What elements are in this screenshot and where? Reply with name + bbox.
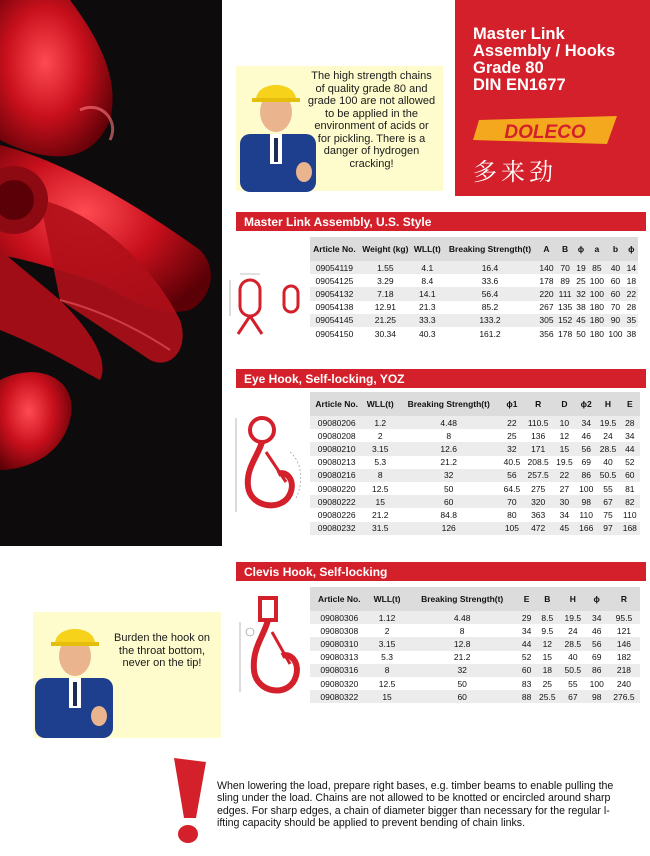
title-line: DIN EN1677 xyxy=(473,76,566,94)
col-header: B xyxy=(535,587,561,611)
table-cell: 25.5 xyxy=(535,690,561,703)
col-header: R xyxy=(608,587,640,611)
table-cell: 8.5 xyxy=(535,611,561,624)
title-line: Grade 80 xyxy=(473,59,544,77)
brand-box xyxy=(455,0,650,196)
col-header: H xyxy=(560,587,586,611)
table-cell: 25 xyxy=(576,275,586,286)
table-cell: 44 xyxy=(620,442,640,455)
table-cell: 55 xyxy=(560,677,586,690)
table-row xyxy=(310,651,640,664)
table-cell: 22 xyxy=(553,469,576,482)
table-cell: 29 xyxy=(519,611,535,624)
table-cell: 38 xyxy=(626,328,637,339)
table-row xyxy=(310,274,638,287)
tip-box-bottom xyxy=(33,612,221,738)
table-cell: 97 xyxy=(596,522,619,535)
table-cell: 180 xyxy=(588,327,607,340)
table-cell: 12.5 xyxy=(369,677,406,690)
table-row xyxy=(310,287,638,300)
col-header: a xyxy=(588,237,607,261)
tip-line: danger of hydrogen xyxy=(323,145,420,157)
table-cell: 09080220 xyxy=(310,482,363,495)
table-cell: 100 xyxy=(606,327,625,340)
table-cell: 16.4 xyxy=(443,261,537,274)
table-cell: 09080208 xyxy=(310,429,363,442)
table-cell: 67 xyxy=(560,690,586,703)
table-cell: 240 xyxy=(608,677,640,690)
table-row xyxy=(310,677,640,690)
table-cell: 472 xyxy=(524,522,553,535)
table-row xyxy=(310,416,640,429)
table-cell: 3.29 xyxy=(359,274,412,287)
table-cell: 126 xyxy=(397,522,500,535)
table-cell: 09080210 xyxy=(310,442,363,455)
table-cell: 14.1 xyxy=(412,287,443,300)
table-cell: 86 xyxy=(586,664,608,677)
table-cell: 19 xyxy=(576,262,586,273)
tip-line: of quality grade 80 and xyxy=(315,82,428,95)
table-cell: 45 xyxy=(553,522,576,535)
table-cell: 83 xyxy=(519,677,535,690)
table-cell: 81 xyxy=(620,482,640,495)
table-cell: 09080213 xyxy=(310,456,363,469)
table-cell: 21.2 xyxy=(406,651,519,664)
hero-hook-photo xyxy=(0,0,222,546)
table-cell: 136 xyxy=(524,429,553,442)
table-cell: 15 xyxy=(363,495,397,508)
table-master-link xyxy=(310,237,638,340)
tip-line: The high strength chains xyxy=(311,70,432,82)
table-cell: 257.5 xyxy=(524,469,553,482)
table-cell: 09080310 xyxy=(310,637,369,650)
table-cell: 111 xyxy=(556,287,575,300)
table-cell: 09054119 xyxy=(310,261,359,274)
table-row xyxy=(310,624,640,637)
table-cell: 25 xyxy=(535,677,561,690)
tip-line: never on the tip! xyxy=(122,657,202,669)
table-cell: 18 xyxy=(535,664,561,677)
table-row xyxy=(310,495,640,508)
table-cell: 35 xyxy=(626,315,637,326)
table-cell: 09080222 xyxy=(310,495,363,508)
table-cell: 146 xyxy=(608,637,640,650)
table-cell: 19.5 xyxy=(596,416,619,429)
table-cell: 09080313 xyxy=(310,651,369,664)
table-cell: 305 xyxy=(537,314,556,327)
table-cell: 21.3 xyxy=(412,301,443,314)
table-cell: 8 xyxy=(406,624,519,637)
tip-line: to be applied in the xyxy=(325,107,418,120)
table-row xyxy=(310,522,640,535)
table-cell: 356 xyxy=(537,327,556,340)
tip-line: Burden the hook on xyxy=(113,632,211,644)
col-header: Article No. xyxy=(310,237,359,261)
table-cell: 152 xyxy=(556,314,575,327)
table-cell: 14 xyxy=(626,262,637,273)
section-title-clevis-hook: Clevis Hook, Self-locking xyxy=(236,562,646,581)
tip-line: for pickling. There is a xyxy=(317,132,426,145)
table-cell: 60 xyxy=(620,469,640,482)
table-cell: 95.5 xyxy=(608,611,640,624)
table-cell: 178 xyxy=(556,327,575,340)
table-cell: 60 xyxy=(397,495,500,508)
table-cell: 363 xyxy=(524,508,553,521)
table-cell: 33.3 xyxy=(412,314,443,327)
table-cell: 100 xyxy=(586,677,608,690)
table-cell: 28 xyxy=(620,416,640,429)
brand-title xyxy=(473,26,640,94)
warning-line: ifting capacity should be applied to prevent bending of chain links. xyxy=(217,816,526,829)
table-cell: 218 xyxy=(608,664,640,677)
table-row xyxy=(310,690,640,703)
warning-line: sling under the load. Chains are not allowed to be knotted or encircled around sharp xyxy=(217,792,611,805)
table-cell: 33.6 xyxy=(443,274,537,287)
master-link-drawing xyxy=(228,272,310,338)
table-cell: 30 xyxy=(553,495,576,508)
table-cell: 2 xyxy=(369,624,406,637)
table-row xyxy=(310,314,638,327)
col-header: ϕ xyxy=(625,237,638,261)
table-cell: 34 xyxy=(620,429,640,442)
table-clevis-hook xyxy=(310,587,640,703)
chinese-name: 多来劲 xyxy=(473,158,557,186)
table-cell: 12.91 xyxy=(359,301,412,314)
table-cell: 2 xyxy=(363,429,397,442)
table-cell: 38 xyxy=(576,302,586,313)
table-cell: 56 xyxy=(586,637,608,650)
table-cell: 275 xyxy=(524,482,553,495)
col-header: ϕ1 xyxy=(500,392,523,416)
table-cell: 09080322 xyxy=(310,690,369,703)
table-cell: 19.5 xyxy=(553,456,576,469)
table-cell: 15 xyxy=(535,651,561,664)
table-cell: 52 xyxy=(519,651,535,664)
col-header: b xyxy=(606,237,625,261)
table-cell: 9.5 xyxy=(535,624,561,637)
col-header: B xyxy=(556,237,575,261)
col-header: ϕ xyxy=(574,237,587,261)
table-cell: 135 xyxy=(556,301,575,314)
table-cell: 34 xyxy=(553,508,576,521)
table-cell: 50.5 xyxy=(596,469,619,482)
table-cell: 267 xyxy=(537,301,556,314)
table-cell: 30.34 xyxy=(359,327,412,340)
warning-line: When lowering the load, prepare right bases, e.g. timber beams to enable pulling the xyxy=(217,780,614,792)
table-cell: 24 xyxy=(560,624,586,637)
table-cell: 7.18 xyxy=(359,287,412,300)
col-header: Weight (kg) xyxy=(359,237,412,261)
table-cell: 4.48 xyxy=(397,416,500,429)
table-cell: 3.15 xyxy=(369,637,406,650)
title-line: Assembly / Hooks xyxy=(473,42,616,60)
tip-line: grade 100 are not allowed xyxy=(307,95,436,107)
table-cell: 8 xyxy=(369,664,406,677)
table-cell: 140 xyxy=(537,261,556,274)
table-cell: 105 xyxy=(500,522,523,535)
table-cell: 50 xyxy=(576,328,586,339)
table-cell: 220 xyxy=(537,287,556,300)
table-cell: 69 xyxy=(576,456,596,469)
col-header: Article No. xyxy=(310,587,369,611)
table-cell: 52 xyxy=(620,456,640,469)
table-cell: 46 xyxy=(576,429,596,442)
table-cell: 32 xyxy=(397,469,500,482)
table-cell: 161.2 xyxy=(443,327,537,340)
col-header: WLL(t) xyxy=(412,237,443,261)
table-cell: 60 xyxy=(406,690,519,703)
table-cell: 67 xyxy=(596,495,619,508)
col-header: Breaking Strength(t) xyxy=(397,392,500,416)
table-cell: 70 xyxy=(500,495,523,508)
table-cell: 75 xyxy=(596,508,619,521)
table-row xyxy=(310,508,640,521)
col-header: H xyxy=(596,392,619,416)
table-cell: 1.12 xyxy=(369,611,406,624)
table-cell: 09080306 xyxy=(310,611,369,624)
table-cell: 100 xyxy=(576,482,596,495)
table-cell: 5.3 xyxy=(363,456,397,469)
table-cell: 09080316 xyxy=(310,664,369,677)
table-cell: 89 xyxy=(556,274,575,287)
table-cell: 60 xyxy=(606,274,625,287)
table-cell: 25 xyxy=(500,429,523,442)
table-cell: 28.5 xyxy=(560,637,586,650)
table-cell: 90 xyxy=(606,314,625,327)
table-cell: 40 xyxy=(560,651,586,664)
table-cell: 320 xyxy=(524,495,553,508)
table-cell: 45 xyxy=(576,315,586,326)
table-cell: 69 xyxy=(586,651,608,664)
table-cell: 8.4 xyxy=(412,274,443,287)
table-cell: 34 xyxy=(576,416,596,429)
table-cell: 18 xyxy=(626,275,637,286)
table-cell: 34 xyxy=(519,624,535,637)
table-cell: 32 xyxy=(500,442,523,455)
table-row xyxy=(310,301,638,314)
table-cell: 46 xyxy=(586,624,608,637)
table-cell: 09080216 xyxy=(310,469,363,482)
table-cell: 178 xyxy=(537,274,556,287)
col-header: WLL(t) xyxy=(369,587,406,611)
table-cell: 110.5 xyxy=(524,416,553,429)
table-cell: 09080206 xyxy=(310,416,363,429)
table-cell: 34 xyxy=(586,611,608,624)
table-row xyxy=(310,482,640,495)
table-cell: 98 xyxy=(586,690,608,703)
table-cell: 55 xyxy=(596,482,619,495)
table-cell: 09080320 xyxy=(310,677,369,690)
warning-text xyxy=(217,780,645,829)
table-cell: 19.5 xyxy=(560,611,586,624)
table-cell: 8 xyxy=(397,429,500,442)
table-cell: 4.1 xyxy=(412,261,443,274)
table-cell: 3.15 xyxy=(363,442,397,455)
table-row xyxy=(310,327,638,340)
col-header: D xyxy=(553,392,576,416)
table-cell: 50.5 xyxy=(560,664,586,677)
tip-line: cracking! xyxy=(349,157,394,170)
table-cell: 133.2 xyxy=(443,314,537,327)
table-eye-hook xyxy=(310,392,640,535)
table-cell: 21.25 xyxy=(359,314,412,327)
table-cell: 40 xyxy=(606,261,625,274)
section-title-eye-hook: Eye Hook, Self-locking, YOZ xyxy=(236,369,646,388)
table-cell: 98 xyxy=(576,495,596,508)
table-cell: 180 xyxy=(588,314,607,327)
table-cell: 88 xyxy=(519,690,535,703)
tip-line: the throat bottom, xyxy=(118,644,206,657)
col-header: Breaking Strength(t) xyxy=(443,237,537,261)
table-cell: 168 xyxy=(620,522,640,535)
table-cell: 82 xyxy=(620,495,640,508)
table-cell: 56 xyxy=(500,469,523,482)
table-cell: 4.48 xyxy=(406,611,519,624)
table-cell: 1.55 xyxy=(359,261,412,274)
tip-box-top xyxy=(236,66,443,191)
table-row xyxy=(310,429,640,442)
table-cell: 70 xyxy=(606,301,625,314)
table-cell: 09080226 xyxy=(310,508,363,521)
table-cell: 84.8 xyxy=(397,508,500,521)
table-cell: 64.5 xyxy=(500,482,523,495)
table-cell: 40 xyxy=(596,456,619,469)
table-cell: 80 xyxy=(500,508,523,521)
table-cell: 09080232 xyxy=(310,522,363,535)
table-cell: 12 xyxy=(535,637,561,650)
table-cell: 09054125 xyxy=(310,274,359,287)
table-cell: 100 xyxy=(588,287,607,300)
table-cell: 10 xyxy=(553,416,576,429)
col-header: ϕ xyxy=(586,587,608,611)
table-cell: 44 xyxy=(519,637,535,650)
col-header: E xyxy=(620,392,640,416)
table-cell: 09054132 xyxy=(310,287,359,300)
table-cell: 28 xyxy=(626,302,637,313)
table-cell: 28.5 xyxy=(596,442,619,455)
table-cell: 1.2 xyxy=(363,416,397,429)
worker-icon xyxy=(33,616,115,738)
table-cell: 50 xyxy=(397,482,500,495)
table-cell: 100 xyxy=(588,274,607,287)
table-cell: 32 xyxy=(406,664,519,677)
table-cell: 166 xyxy=(576,522,596,535)
table-cell: 180 xyxy=(588,301,607,314)
table-cell: 12.6 xyxy=(397,442,500,455)
table-cell: 208.5 xyxy=(524,456,553,469)
table-cell: 15 xyxy=(369,690,406,703)
table-cell: 86 xyxy=(576,469,596,482)
table-row xyxy=(310,637,640,650)
col-header: Breaking Strength(t) xyxy=(406,587,519,611)
table-cell: 27 xyxy=(553,482,576,495)
warning-line: edges. For sharp edges, a chain of diameter bigger than necessary for the regular l- xyxy=(217,804,610,817)
table-cell: 121 xyxy=(608,624,640,637)
table-row xyxy=(310,664,640,677)
table-cell: 12.8 xyxy=(406,637,519,650)
table-cell: 21.2 xyxy=(397,456,500,469)
table-row xyxy=(310,456,640,469)
eye-hook-drawing xyxy=(232,412,312,520)
table-row xyxy=(310,469,640,482)
table-cell: 182 xyxy=(608,651,640,664)
table-cell: 276.5 xyxy=(608,690,640,703)
table-cell: 110 xyxy=(576,508,596,521)
table-cell: 09054150 xyxy=(310,327,359,340)
table-cell: 24 xyxy=(596,429,619,442)
table-cell: 22 xyxy=(500,416,523,429)
table-cell: 12 xyxy=(553,429,576,442)
table-cell: 171 xyxy=(524,442,553,455)
tip-line: environment of acids or xyxy=(314,120,429,132)
doleco-logo xyxy=(473,114,640,146)
table-cell: 32 xyxy=(576,288,586,299)
table-row xyxy=(310,261,638,274)
table-row xyxy=(310,611,640,624)
table-cell: 85 xyxy=(588,261,607,274)
table-cell: 09054138 xyxy=(310,301,359,314)
table-cell: 8 xyxy=(363,469,397,482)
col-header: WLL(t) xyxy=(363,392,397,416)
logo-text: DOLECO xyxy=(504,122,586,143)
section-title-master-link: Master Link Assembly, U.S. Style xyxy=(236,212,646,231)
col-header: A xyxy=(537,237,556,261)
table-cell: 85.2 xyxy=(443,301,537,314)
col-header: E xyxy=(519,587,535,611)
table-cell: 21.2 xyxy=(363,508,397,521)
table-cell: 15 xyxy=(553,442,576,455)
table-cell: 70 xyxy=(556,261,575,274)
table-cell: 31.5 xyxy=(363,522,397,535)
col-header: R xyxy=(524,392,553,416)
table-row xyxy=(310,442,640,455)
table-cell: 110 xyxy=(620,508,640,521)
table-cell: 09054145 xyxy=(310,314,359,327)
table-cell: 56 xyxy=(576,442,596,455)
table-cell: 50 xyxy=(406,677,519,690)
table-cell: 56.4 xyxy=(443,287,537,300)
exclamation-icon xyxy=(162,756,214,848)
table-cell: 40.5 xyxy=(500,456,523,469)
table-cell: 09080308 xyxy=(310,624,369,637)
table-cell: 5.3 xyxy=(369,651,406,664)
table-cell: 60 xyxy=(519,664,535,677)
col-header: ϕ2 xyxy=(576,392,596,416)
col-header: Article No. xyxy=(310,392,363,416)
table-cell: 40.3 xyxy=(412,327,443,340)
clevis-hook-drawing xyxy=(234,592,310,710)
table-cell: 22 xyxy=(626,288,637,299)
table-cell: 60 xyxy=(606,287,625,300)
title-line: Master Link xyxy=(473,25,565,43)
table-cell: 12.5 xyxy=(363,482,397,495)
